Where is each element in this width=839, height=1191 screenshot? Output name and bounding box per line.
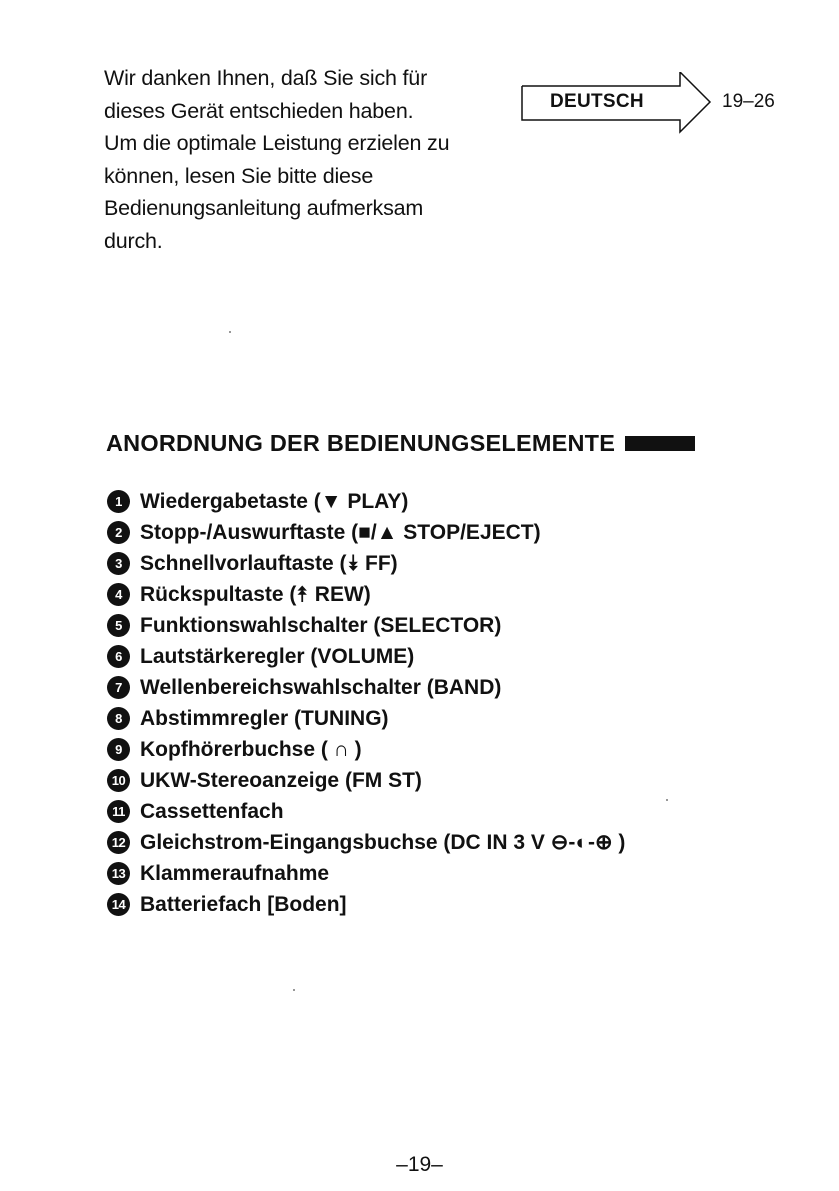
list-item bbox=[107, 765, 625, 796]
list-item bbox=[107, 796, 625, 827]
language-page-range: 19–26 bbox=[722, 91, 775, 112]
item-number-badge: 3 bbox=[107, 552, 130, 575]
item-number-badge: 2 bbox=[107, 521, 130, 544]
section-heading-text: ANORDNUNG DER BEDIENUNGSELEMENTE bbox=[106, 430, 616, 456]
section-heading bbox=[106, 430, 695, 457]
item-number-badge: 12 bbox=[107, 831, 130, 854]
intro-line: durch. bbox=[104, 228, 163, 253]
intro-line: Wir danken Ihnen, daß Sie sich für bbox=[104, 66, 428, 90]
intro-paragraph bbox=[104, 62, 524, 257]
item-text: Rückspultaste (⯭ REW) bbox=[140, 582, 371, 606]
list-item bbox=[107, 641, 625, 672]
list-item bbox=[107, 889, 625, 920]
item-text: Gleichstrom-Eingangsbuchse (DC IN 3 V ⊖-◐-⊕ ) bbox=[140, 831, 626, 854]
list-item bbox=[107, 486, 625, 517]
list-item bbox=[107, 672, 625, 703]
intro-line: Bedienungsanleitung aufmerksam bbox=[104, 196, 424, 220]
list-item bbox=[107, 703, 625, 734]
item-text: Cassettenfach bbox=[140, 799, 284, 823]
item-number-badge: 4 bbox=[107, 583, 130, 606]
item-text: Funktionswahlschalter (SELECTOR) bbox=[140, 613, 502, 637]
item-number-badge: 6 bbox=[107, 645, 130, 668]
controls-list bbox=[107, 486, 625, 920]
item-text: Kopfhörerbuchse ( ∩ ) bbox=[140, 737, 362, 761]
page-number: –19– bbox=[396, 1153, 443, 1176]
language-label: DEUTSCH bbox=[550, 91, 644, 112]
item-text: Wiedergabetaste (▼ PLAY) bbox=[140, 489, 409, 513]
item-text: UKW-Stereoanzeige (FM ST) bbox=[140, 768, 422, 792]
intro-line: können, lesen Sie bitte diese bbox=[104, 163, 374, 188]
heading-bar bbox=[625, 436, 695, 451]
item-number-badge: 1 bbox=[107, 490, 130, 513]
item-text: Stopp-/Auswurftaste (■/▲ STOP/EJECT) bbox=[140, 520, 541, 544]
scan-speck bbox=[229, 331, 231, 333]
item-number-badge: 14 bbox=[107, 893, 130, 916]
item-number-badge: 11 bbox=[107, 800, 130, 823]
list-item bbox=[107, 579, 625, 610]
item-number-badge: 7 bbox=[107, 676, 130, 699]
item-text: Schnellvorlauftaste (⯯ FF) bbox=[140, 551, 398, 575]
item-number-badge: 10 bbox=[107, 769, 130, 792]
item-number-badge: 8 bbox=[107, 707, 130, 730]
language-tab bbox=[520, 72, 790, 136]
list-item bbox=[107, 734, 625, 765]
item-text: Batteriefach [Boden] bbox=[140, 892, 347, 916]
list-item bbox=[107, 610, 625, 641]
item-text: Abstimmregler (TUNING) bbox=[140, 706, 389, 730]
item-number-badge: 9 bbox=[107, 738, 130, 761]
item-number-badge: 13 bbox=[107, 862, 130, 885]
intro-line: dieses Gerät entschieden haben. bbox=[104, 98, 414, 123]
list-item bbox=[107, 548, 625, 579]
list-item bbox=[107, 827, 625, 858]
scan-speck bbox=[666, 799, 668, 801]
item-number-badge: 5 bbox=[107, 614, 130, 637]
intro-line: Um die optimale Leistung erzielen zu bbox=[104, 131, 450, 155]
item-text: Lautstärkeregler (VOLUME) bbox=[140, 644, 415, 668]
list-item bbox=[107, 858, 625, 889]
scan-speck bbox=[293, 989, 295, 991]
list-item bbox=[107, 517, 625, 548]
item-text: Klammeraufnahme bbox=[140, 861, 330, 885]
item-text: Wellenbereichswahlschalter (BAND) bbox=[140, 675, 502, 699]
